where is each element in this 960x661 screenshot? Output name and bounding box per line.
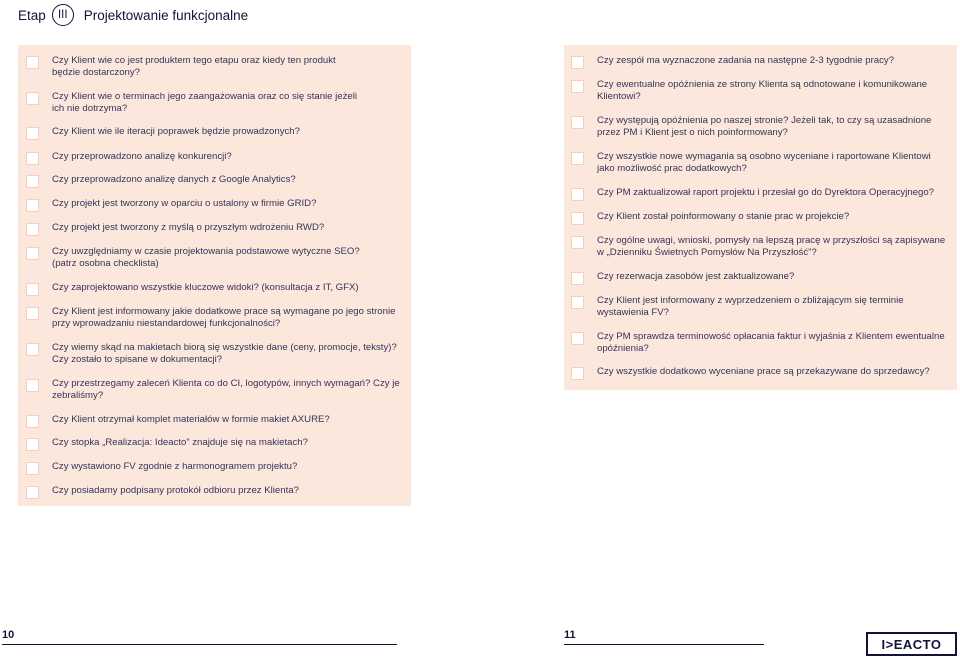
checklist-item-text: Czy posiadamy podpisany protokół odbioru przez Klienta? — [52, 485, 299, 496]
checkbox[interactable] — [571, 367, 584, 380]
section-title: Projektowanie funkcjonalne — [83, 7, 249, 23]
checkbox[interactable] — [571, 236, 584, 249]
checklist-item-text: Czy przeprowadzono analizę konkurencji? — [52, 151, 232, 162]
checkbox[interactable] — [571, 56, 584, 69]
checklist-item-text: Czy rezerwacja zasobów jest zaktualizowane? — [597, 271, 795, 282]
checkbox[interactable] — [26, 175, 39, 188]
checkbox[interactable] — [571, 116, 584, 129]
checklist-item-text: Czy Klient jest informowany z wyprzedzeniem o zbliżającym się terminie wystawienia FV? — [597, 295, 904, 318]
checklist-item-text: Czy Klient jest informowany jakie dodatkowe prace są wymagane po jego stronie przy wprowadzaniu niestandardowej funkcjonalności? — [52, 306, 396, 329]
checklist-item-text: Czy ewentualne opóźnienia ze strony Klienta są odnotowane i komunikowane Klientowi? — [597, 79, 928, 102]
checklist-item — [571, 115, 951, 139]
page-number-left — [2, 629, 14, 641]
page-number-right-text: 11 — [564, 629, 576, 641]
section-header — [18, 2, 248, 28]
checkbox[interactable] — [26, 438, 39, 451]
checkbox[interactable] — [26, 307, 39, 320]
checklist-item-text: Czy wszystkie nowe wymagania są osobno wyceniane i raportowane Klientowi jako możliwość prac dodatkowych? — [597, 151, 931, 174]
checklist-item-text: Czy PM sprawdza terminowość opłacania faktur i wyjaśnia z Klientem ewentualne opóźnienia? — [597, 331, 945, 354]
checkbox[interactable] — [26, 92, 39, 105]
checklist-item — [26, 485, 404, 499]
checkbox[interactable] — [26, 56, 39, 69]
checklist-item-text: Czy przestrzegamy zaleceń Klienta co do CI, logotypów, innych wymagań? Czy je zebraliśmy? — [52, 378, 400, 401]
page-rule-right — [564, 644, 764, 645]
etap-number-badge — [52, 4, 74, 26]
checkbox[interactable] — [26, 462, 39, 475]
checklist-item-text: Czy wiemy skąd na makietach biorą się wszystkie dane (ceny, promocje, teksty)? Czy zostało to spisane w dokumentacji? — [52, 342, 397, 365]
checklist-item-text: Czy zespół ma wyznaczone zadania na następne 2-3 tygodnie pracy? — [597, 55, 895, 66]
checklist-item-text: Czy stopka „Realizacja: Ideacto” znajduje się na makietach? — [52, 437, 308, 448]
checkbox[interactable] — [571, 272, 584, 285]
checkbox[interactable] — [26, 127, 39, 140]
checkbox[interactable] — [26, 247, 39, 260]
checklist-item — [26, 198, 404, 212]
checklist-item — [26, 174, 404, 188]
checkbox[interactable] — [26, 415, 39, 428]
checklist-item-text: Czy Klient został poinformowany o stanie prac w projekcie? — [597, 211, 850, 222]
checklist-item — [571, 271, 951, 285]
checkbox[interactable] — [571, 212, 584, 225]
checklist-item — [26, 378, 404, 402]
checklist-item — [26, 246, 404, 270]
page-number-left-text: 10 — [2, 629, 15, 641]
checklist-item — [26, 282, 404, 296]
page-number-right — [564, 629, 576, 641]
checkbox[interactable] — [571, 152, 584, 165]
checklist-item-text: Czy projekt jest tworzony z myślą o przyszłym wdrożeniu RWD? — [52, 222, 325, 233]
checklist-item — [26, 222, 404, 236]
checklist-item — [571, 331, 951, 355]
checklist-item — [26, 91, 404, 115]
checklist-item — [26, 437, 404, 451]
checklist-item — [571, 235, 951, 259]
checklist-item — [571, 79, 951, 103]
checklist-left-panel — [18, 45, 411, 506]
checkbox[interactable] — [26, 379, 39, 392]
checklist-item — [26, 55, 404, 79]
checkbox[interactable] — [26, 486, 39, 499]
logo-text: I>EACTO — [881, 636, 942, 652]
checklist-item — [26, 151, 404, 165]
checkbox[interactable] — [571, 80, 584, 93]
checklist-item — [26, 414, 404, 428]
ideacto-logo — [866, 632, 957, 656]
checklist-item-text: Czy wystawiono FV zgodnie z harmonogramem projektu? — [52, 461, 298, 472]
checklist-item-text: Czy Klient otrzymał komplet materiałów w formie makiet AXURE? — [52, 414, 330, 425]
checkbox[interactable] — [26, 283, 39, 296]
checklist-item-text: Czy wszystkie dodatkowo wyceniane prace są przekazywane do sprzedawcy? — [597, 366, 930, 377]
page-rule-left — [2, 644, 397, 645]
checklist-item — [571, 187, 951, 201]
checklist-item — [571, 366, 951, 380]
checklist-item — [26, 126, 404, 140]
checklist-item — [571, 295, 951, 319]
checklist-item — [571, 211, 951, 225]
checklist-item-text: Czy Klient wie ile iteracji poprawek będzie prowadzonych? — [52, 126, 300, 137]
checklist-item — [571, 151, 951, 175]
checklist-item-text: Czy PM zaktualizował raport projektu i przesłał go do Dyrektora Operacyjnego? — [597, 187, 934, 198]
etap-label: Etap — [18, 7, 46, 23]
checklist-item — [26, 461, 404, 475]
checklist-right-panel — [564, 45, 957, 390]
checkbox[interactable] — [26, 223, 39, 236]
checklist-item — [26, 342, 404, 366]
checklist-item-text: Czy ogólne uwagi, wnioski, pomysły na lepszą pracę w przyszłości są zapisywane w „Dzienniku Świetnych Pomysłów Na Przyszłość”? — [597, 235, 946, 258]
checkbox[interactable] — [26, 152, 39, 165]
checklist-item — [571, 55, 951, 69]
checklist-item-text: Czy Klient wie o terminach jego zaangażowania oraz co się stanie jeżeli ich nie dotrzyma? — [52, 91, 358, 114]
checkbox[interactable] — [26, 199, 39, 212]
checkbox[interactable] — [26, 343, 39, 356]
checklist-item-text: Czy przeprowadzono analizę danych z Google Analytics? — [52, 174, 296, 185]
checklist-item-text: Czy występują opóźnienia po naszej stronie? Jeżeli tak, to czy są uzasadnione przez PM i Klient jest o nich poinformowany? — [597, 115, 932, 138]
checklist-item — [26, 306, 404, 330]
checkbox[interactable] — [571, 188, 584, 201]
checklist-item-text: Czy uwzględniamy w czasie projektowania podstawowe wytyczne SEO? (patrz osobna checklista) — [52, 246, 360, 269]
checklist-item-text: Czy Klient wie co jest produktem tego etapu oraz kiedy ten produkt będzie dostarczony? — [52, 55, 336, 78]
checklist-item-text: Czy projekt jest tworzony w oparciu o ustalony w firmie GRID? — [52, 198, 317, 209]
checkbox[interactable] — [571, 296, 584, 309]
etap-number: III — [57, 9, 68, 21]
checklist-item-text: Czy zaprojektowano wszystkie kluczowe widoki? (konsultacja z IT, GFX) — [52, 282, 359, 293]
checkbox[interactable] — [571, 332, 584, 345]
